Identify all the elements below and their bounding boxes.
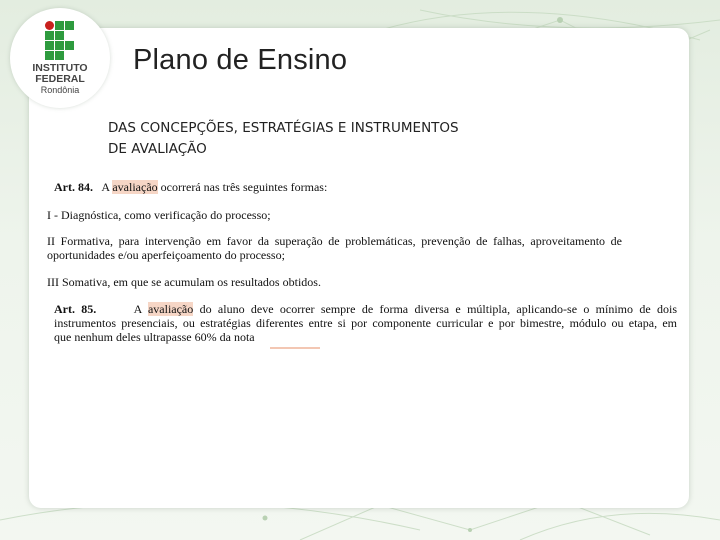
section-subtitle — [108, 118, 548, 160]
logo-text-line1: INSTITUTO — [32, 62, 88, 74]
art-85-pre: A — [133, 302, 142, 316]
content-card — [29, 28, 689, 508]
art-84-text: ocorrerá nas três seguintes formas: — [160, 180, 328, 194]
art-84-pre: A — [101, 180, 110, 194]
page-title: Plano de Ensino — [133, 44, 348, 76]
logo-text-line3: Rondônia — [40, 85, 80, 95]
art-85-line-1-text: do aluno deve ocorrer sempre de forma diversa e múltipla, aplicando-se o mínimo de dois — [199, 302, 677, 316]
logo-text-line2: FEDERAL — [35, 73, 85, 85]
art-85-line-3: que nenhum deles ultrapasse 60% da nota — [54, 330, 255, 344]
highlight-mark — [270, 347, 320, 349]
item-2-line-2: oportunidades e/ou aperfeiçoamento do processo; — [47, 248, 285, 262]
item-3-somativa: III Somativa, em que se acumulam os resultados obtidos. — [47, 275, 321, 289]
art-85-label: Art. 85. — [54, 302, 97, 316]
art-85-line-2: instrumentos presenciais, ou estratégias diferentes entre si por componente curricular e por bimestre, módulo ou etapa, em — [54, 316, 677, 330]
art-85-line-1 — [54, 302, 677, 316]
institution-logo — [10, 8, 110, 108]
highlight-avaliacao-1: avaliação — [112, 180, 158, 194]
item-1-diagnostica: I - Diagnóstica, como verificação do processo; — [47, 208, 271, 222]
subtitle-line-2: DE AVALIAÇÃO — [108, 141, 207, 157]
art-84-label: Art. 84. — [54, 180, 93, 194]
art-84-paragraph — [54, 180, 327, 194]
subtitle-line-1: DAS CONCEPÇÕES, ESTRATÉGIAS E INSTRUMENTOS — [108, 120, 459, 136]
item-2-line-1: II Formativa, para intervenção em favor da superação de problemáticas, prevenção de falhas, aproveitamento de — [47, 234, 622, 248]
highlight-avaliacao-2: avaliação — [147, 302, 194, 316]
